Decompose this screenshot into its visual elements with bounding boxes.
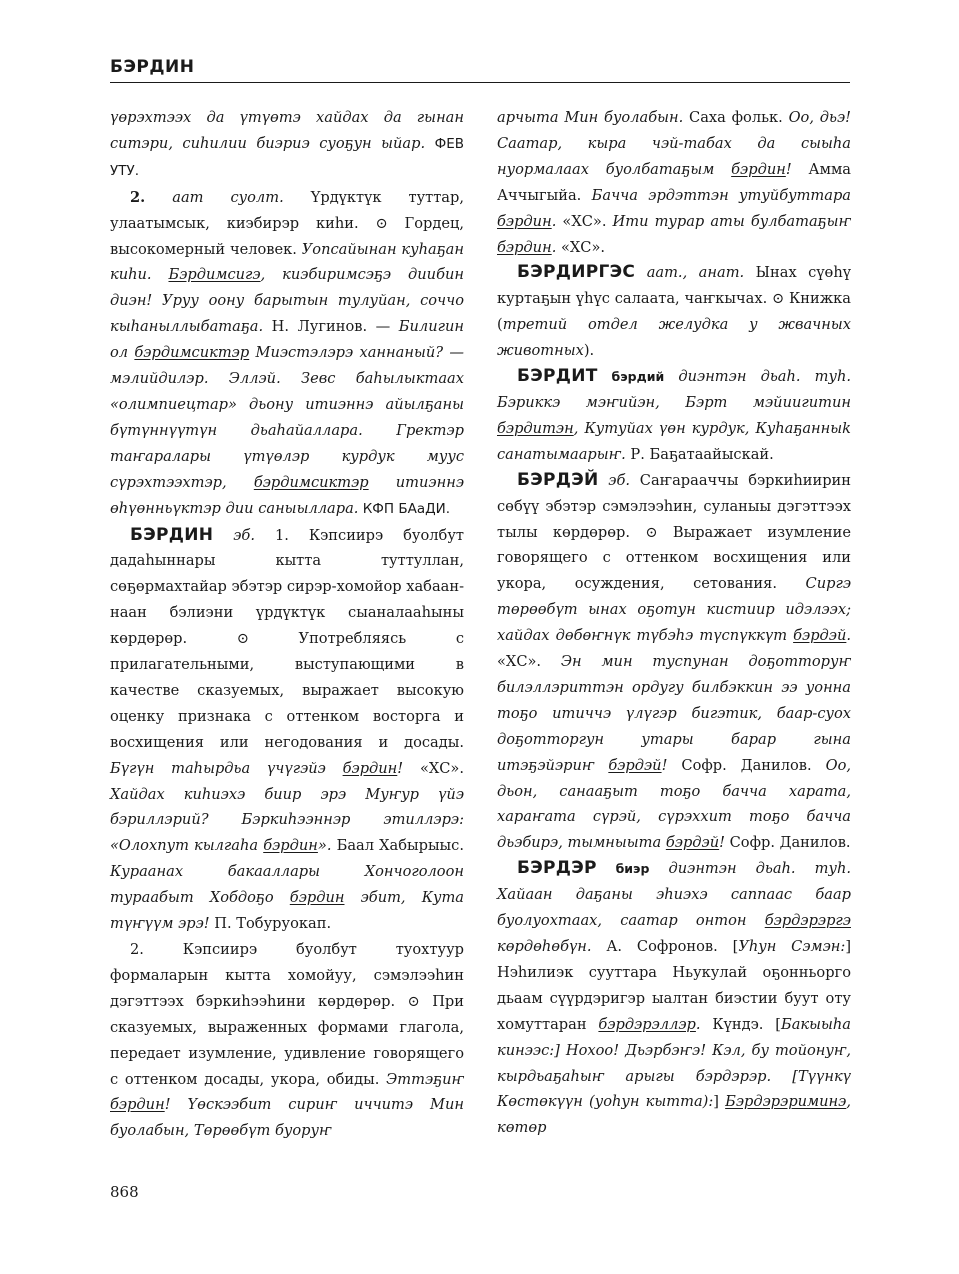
entry-berder: БЭРДЭР биэр диэнтэн дьаһ. туһ. Хайаан даҕаны эһиэхэ саппаас баар буолуохтааx, саатар онтон бэрдэрэргэ көрдөһөбүн. А. Софронов. [Уһун Сэмэн:] Нэһилиэк сууттара Ньукулай оҕонньорго дьаам сүүрдэригэр ыалтан биэстии буут оту хомуттаран бэрдэрэллэр. Күндэ. [Бакыыһа кинээс:] Нохоо! Дьэрбэҥэ! Кэл, бу тойонуҥ, кырдьаҕаһыҥ арыгы бэрдэрэр. [Түүнкү Көстөкүүн (уоһун кытта):] Бэрдэрэриминэ, көтөр	[497, 858, 852, 1137]
running-head: БЭРДИН	[110, 57, 195, 77]
entry-continuation: үөрэхтээх да үтүөтэ хайдах да гынан ситэри, сиһилии биэриэ суоҕун ыйар. ФЕВ УТУ.	[110, 109, 464, 179]
bullet-icon: ⊙	[645, 523, 658, 541]
entry-berdin-sense-2: 2. Кэпсиирэ буолбут туохтуур формаларын кытта хомойуу, сэмэлээһин дэгэттээх бэркиһээһини көрдөрөр. ⊙ При сказуемых, выраженных формами глагола, передает изумление, удивление говорящего с оттенком досады, укора, обиды. Эттэҕиҥ бэрдин! Үөскээбит сириҥ иччитэ Мин буолабын, Төрөөбүт буоруҥ	[110, 941, 464, 1140]
entry-berdirges: БЭРДИРГЭС аат., анат. Ынах сүөһү куртаҕын үһүс салаата, чаҥкычах. ⊙ Книжка (третий отдел желудка у жвачных животных).	[497, 262, 851, 360]
entry-berdin: БЭРДИН эб. 1. Кэпсиирэ буолбут дадаһыннары кытта туттуллан, сөҕөрмахтайар эбэтэр сирэр-хомойор хабаан-наан бэлиэни үрдүктүк сыаналааһыны көрдөрөр. ⊙ Употребляясь с прилагательными, выступающими в качестве сказуемых, выражает высокую оценку признака с оттенком восторга и восхищения или негодования и досады. Бүгүн таһырдьа үчүгэйэ бэрдин! «ХС». Хайдах киһиэхэ биир эрэ Муҥур үйэ бэриллэрий? Бэркиһээннэр этиллэрэ: «Олохпут кылгаһа бэрдин». Баал Хабырыыс. Кураанах бакааллары Хончоголоон тураабыт Хобдоҕо бэрдин эбит, Кута түҥүүм эрэ! П. Тобуруокап.	[110, 524, 464, 933]
entry-sense-2: 2. аат суолт. Үрдүктүк туттар, улаатымсык, киэбирэр киһи. ⊙ Гордец, высокомерный человек. Уопсайынан куһаҕан киһи. Бэрдимсигэ, киэбиримсэҕэ диибин диэн! Уруу оону барытын тулуйан, соччо кыһаныллыбатаҕа. Н. Лугинов. — Билигин ол бэрдимсиктэр Миэстэлэрэ ханнаный? — мэлийдилэр. Эллэй. Зевс баһылыктаах «олимпиецтар» дьону итиэннэ айылҕаны бүтүннүүтүн дьаһайаллара. Гректэр таҥаралары үтүөлэр курдук муус сүрэхтээхтэр, бэрдимсиктэр итиэннэ өһүөнньүктэр дии саныыллара. КФП БАаДИ.	[110, 188, 464, 517]
headword: БЭРДЭЙ	[517, 469, 599, 490]
bullet-icon: ⊙	[771, 290, 785, 308]
headword: БЭРДИРГЭС	[517, 262, 636, 283]
bullet-icon: ⊙	[236, 630, 249, 648]
bullet-icon: ⊙	[375, 214, 388, 232]
header-rule	[110, 82, 850, 83]
entry-berdit: БЭРДИТ бэрдий диэнтэн дьаһ. туһ. Бэриккэ мэҥийэн, Бэрт мэйиигитин бэрдитэн, Кутуйах үөн курдук, Куһаҕанныk санатымаарыҥ. Р. Баҕатаайыскай.	[497, 366, 851, 463]
right-column	[497, 105, 851, 1141]
headword: БЭРДИН	[130, 524, 214, 545]
page-number: 868	[110, 1183, 139, 1201]
bullet-icon: ⊙	[407, 992, 420, 1010]
left-column	[110, 105, 464, 1144]
page-header	[110, 56, 850, 83]
headword: БЭРДЭР	[517, 858, 597, 879]
entry-berdey: БЭРДЭЙ эб. Саҥарааччы бэркиһиирин сөбүү эбэтэр сэмэлээһин, суланыы дэгэттээх тылы көрдөрөр. ⊙ Выражает изумление говорящего с оттенком восхищения или укора, осуждения, сетования. Сиргэ төрөөбүт ынах оҕотун кистиир идэлээх; хайдах дөбөҥнүк түбэһэ түспүккүт бэрдэй. «ХС». Эн мин туспунан доҕотторуҥ билэллэриттэн ордугу билбэккин ээ уонна тоҕо итиччэ үлүгэр бигэтик, баар-суох доҕотторгун утары барар гына итэҕэйэриҥ бэрдэй! Софр. Данилов. Оо, дьон, санааҕыт тоҕо бачча харата, хараҥата сүрэй, сүрэххит тоҕо бачча дьэбирэ, тымныыта бэрдэй! Софр. Данилов.	[497, 469, 852, 852]
headword: БЭРДИТ	[517, 366, 598, 387]
entry-continuation-right: арчыта Мин буолабын. Саха фольк. Оо, дьэ! Саатар, кыра чэй-табах да сыыһа нуормалаах буолбатаҕым бэрдин! Амма Аччыгыйа. Бачча эрдэттэн утуйбуттара бэрдин. «ХС». Ити турар аты булбатаҕыҥ бэрдин. «ХС».	[497, 109, 852, 256]
